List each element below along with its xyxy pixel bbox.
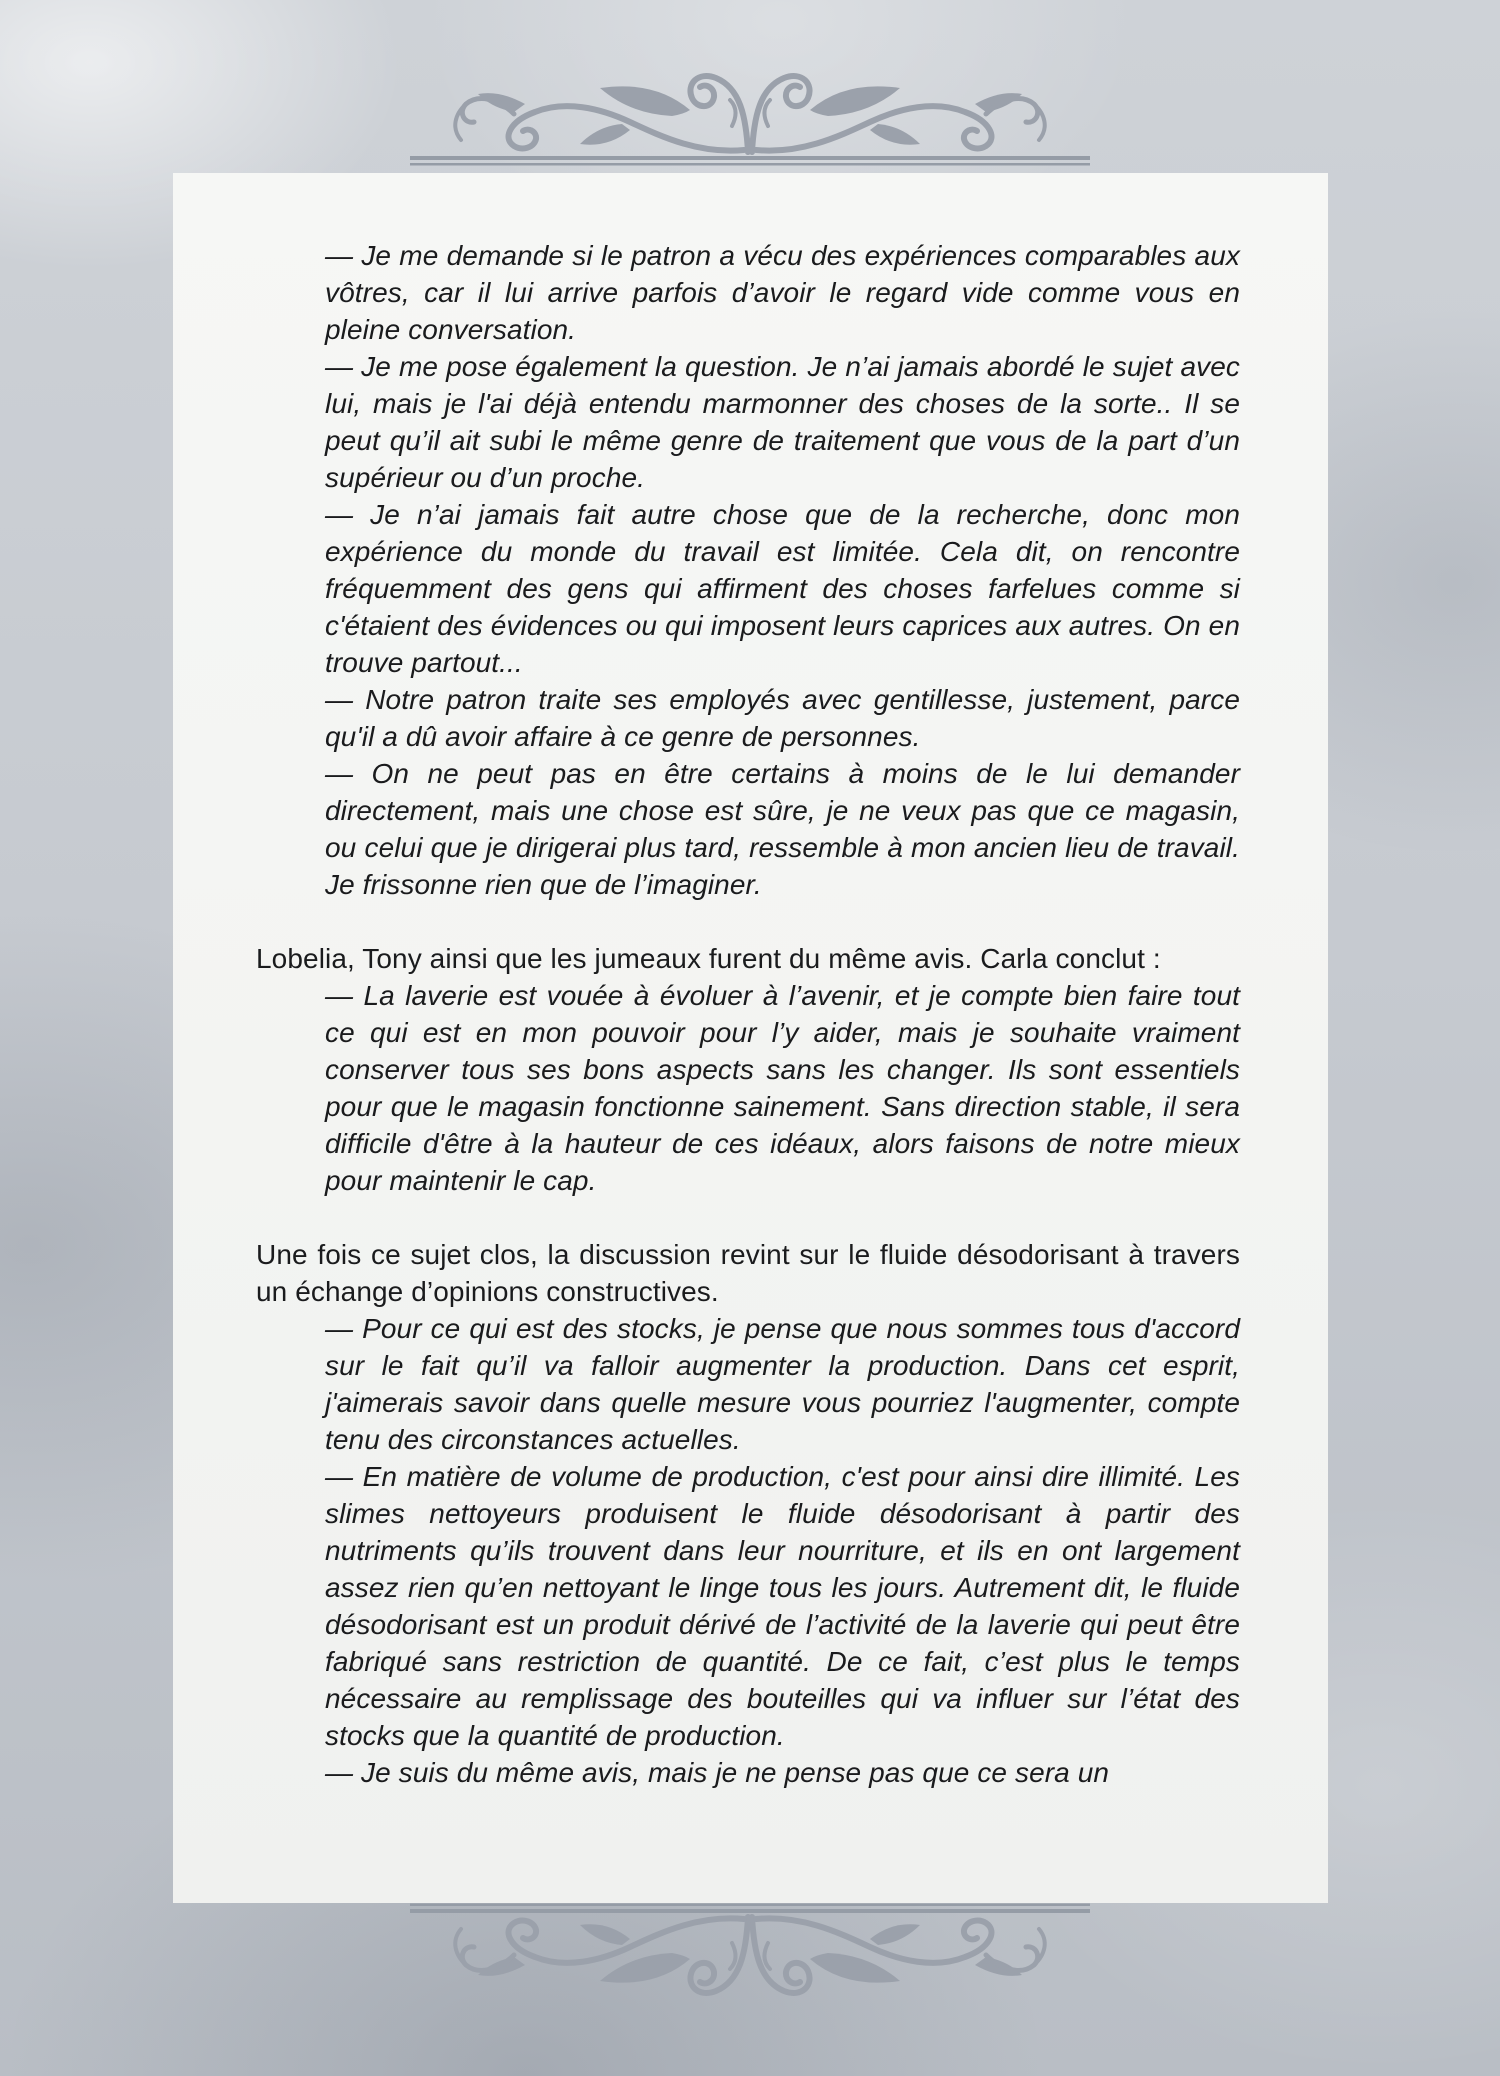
paragraph-dialogue: — Je n’ai jamais fait autre chose que de la recherche, donc mon expérience du monde du travail est limitée. Cela dit, on rencontre fréquemment des gens qui affirment des choses farfelues comme si c'étaient des évidences ou qui imposent leurs caprices aux autres. On en trouve partout...: [325, 499, 1240, 678]
paragraph-dialogue: — Notre patron traite ses employés avec gentillesse, justement, parce qu'il a dû avoir affaire à ce genre de personnes.: [325, 684, 1240, 752]
flourish-icon: [405, 64, 1095, 166]
ornament-divider-top: [405, 64, 1095, 166]
paragraph-dialogue: — Je suis du même avis, mais je ne pense pas que ce sera un: [325, 1757, 1110, 1788]
paragraph-narration: Une fois ce sujet clos, la discussion revint sur le fluide désodorisant à travers un échange d’opinions constructives.: [256, 1239, 1240, 1307]
page-text: [256, 237, 1240, 1791]
flourish-icon: [405, 1903, 1095, 2005]
paragraph-dialogue: — On ne peut pas en être certains à moins de le lui demander directement, mais une chose est sûre, je ne veux pas que ce magasin, ou celui que je dirigerai plus tard, ressemble à mon ancien lieu de travail. Je frissonne rien que de l’imaginer.: [325, 758, 1240, 900]
paragraph-dialogue: — Pour ce qui est des stocks, je pense que nous sommes tous d'accord sur le fait qu’il va falloir augmenter la production. Dans cet esprit, j'aimerais savoir dans quelle mesure vous pourriez l'augmenter, compte tenu des circonstances actuelles.: [325, 1313, 1240, 1455]
ornament-divider-bottom: [405, 1903, 1095, 2005]
paragraph-dialogue: — Je me pose également la question. Je n’ai jamais abordé le sujet avec lui, mais je l'ai déjà entendu marmonner des choses de la sorte.. Il se peut qu’il ait subi le même genre de traitement que vous de la part d’un supérieur ou d’un proche.: [325, 351, 1240, 493]
book-page: [173, 173, 1328, 1903]
paragraph-dialogue: — La laverie est vouée à évoluer à l’avenir, et je compte bien faire tout ce qui est en mon pouvoir pour l’y aider, mais je souhaite vraiment conserver tous ses bons aspects sans les changer. Ils sont essentiels pour que le magasin fonctionne sainement. Sans direction stable, il sera difficile d'être à la hauteur de ces idéaux, alors faisons de notre mieux pour maintenir le cap.: [325, 980, 1240, 1196]
paragraph-dialogue: — En matière de volume de production, c'est pour ainsi dire illimité. Les slimes nettoyeurs produisent le fluide désodorisant à partir des nutriments qu’ils trouvent dans leur nourriture, et ils en ont largement assez rien qu’en nettoyant le linge tous les jours. Autrement dit, le fluide désodorisant est un produit dérivé de l’activité de la laverie qui peut être fabriqué sans restriction de quantité. De ce fait, c’est plus le temps nécessaire au remplissage des bouteilles qui va influer sur l’état des stocks que la quantité de production.: [325, 1461, 1240, 1751]
paragraph-dialogue: — Je me demande si le patron a vécu des expériences comparables aux vôtres, car il lui arrive parfois d’avoir le regard vide comme vous en pleine conversation.: [325, 240, 1240, 345]
paragraph-narration: Lobelia, Tony ainsi que les jumeaux furent du même avis. Carla conclut :: [256, 943, 1161, 974]
